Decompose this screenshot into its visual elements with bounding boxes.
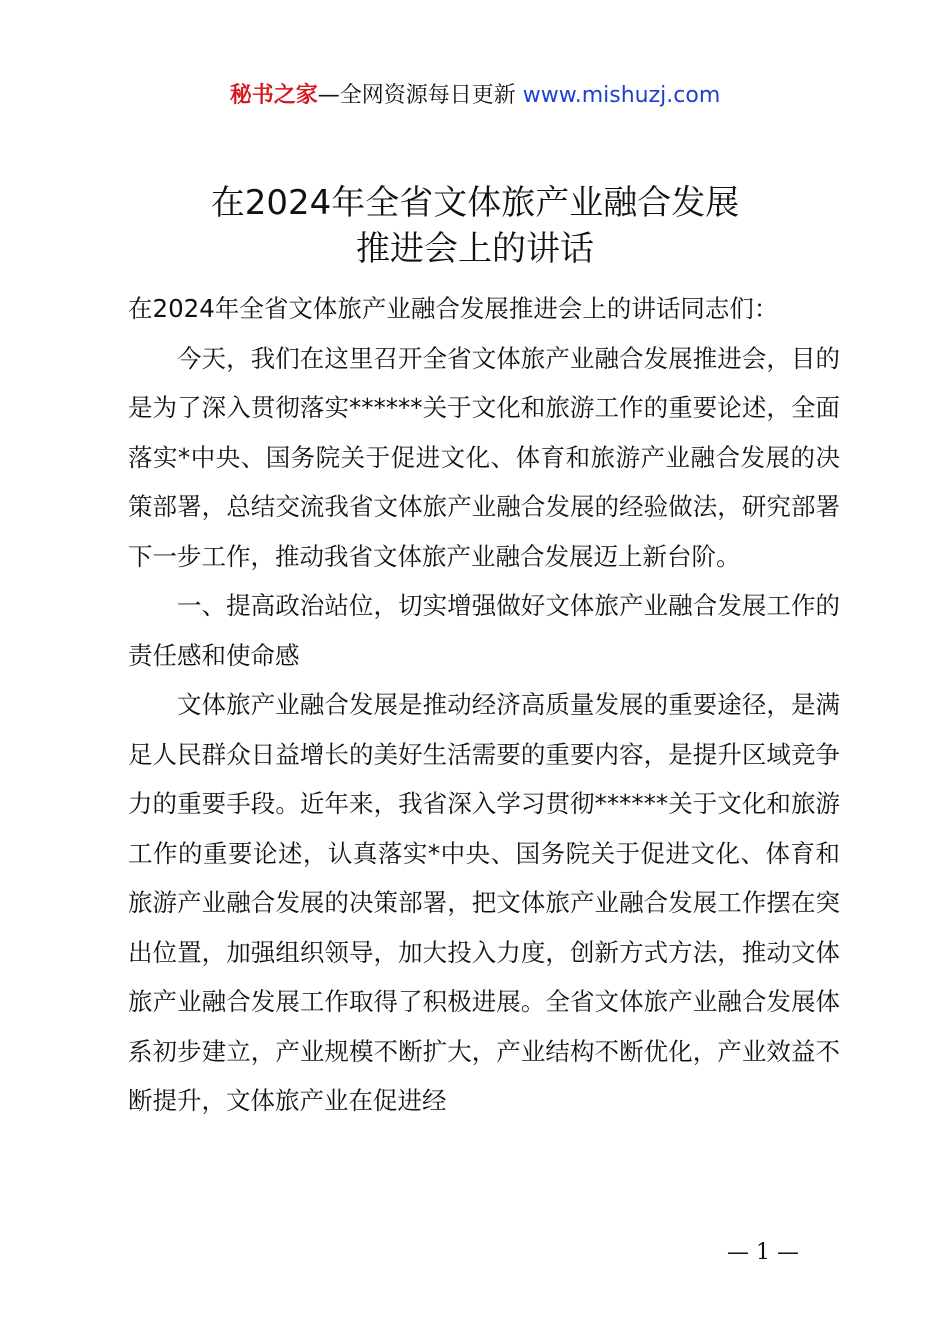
site-slogan: —全网资源每日更新: [317, 83, 516, 108]
site-brand: 秘书之家: [229, 83, 318, 108]
document-title: [0, 180, 950, 272]
title-line-1: 在2024年全省文体旅产业融合发展: [210, 183, 740, 223]
site-banner: [0, 80, 950, 112]
paragraph-opening: 今天，我们在这里召开全省文体旅产业融合发展推进会，目的是为了深入贯彻落实******关于文化和旅游工作的重要论述，全面落实*中央、国务院关于促进文化、体育和旅游产业融合发展的决策部署，总结交流我省文体旅产业融合发展的经验做法，研究部署下一步工作，推动我省文体旅产业融合发展迈上新台阶。: [128, 343, 840, 571]
site-url-link[interactable]: www.mishuzj.com: [522, 83, 721, 108]
paragraph-section-1: 文体旅产业融合发展是推动经济高质量发展的重要途径，是满足人民群众日益增长的美好生活需要的重要内容，是提升区域竞争力的重要手段。近年来，我省深入学习贯彻******关于文化和旅游工作的重要论述，认真落实*中央、国务院关于促进文化、体育和旅游产业融合发展的决策部署，把文体旅产业融合发展工作摆在突出位置，加强组织领导，加大投入力度，创新方式方法，推动文体旅产业融合发展工作取得了积极进展。全省文体旅产业融合发展体系初步建立，产业规模不断扩大，产业结构不断优化，产业效益不断提升，文体旅产业在促进经: [128, 690, 840, 1115]
title-line-2: 推进会上的讲话: [356, 229, 594, 269]
lead-line: 在2024年全省文体旅产业融合发展推进会上的讲话同志们：: [128, 294, 779, 323]
page-number: — 1 —: [727, 1240, 799, 1265]
section-heading-1: 一、提高政治站位，切实增强做好文体旅产业融合发展工作的责任感和使命感: [128, 591, 840, 670]
document-body: [128, 284, 840, 1126]
